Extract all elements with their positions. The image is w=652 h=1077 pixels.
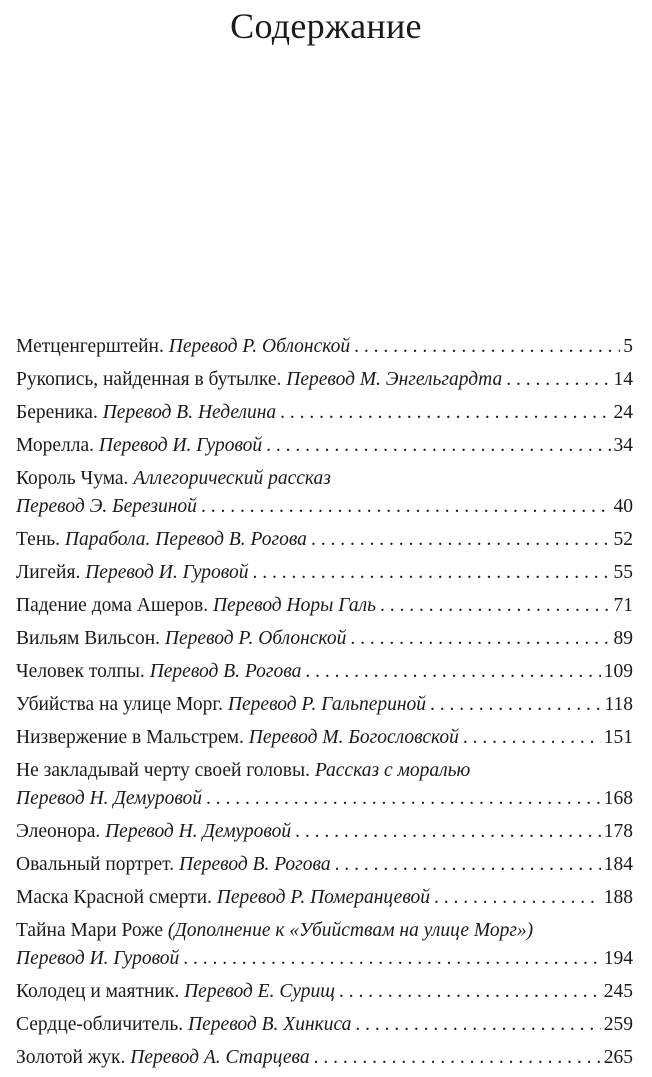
toc-entry-title: Колодец и маятник.	[16, 981, 180, 1002]
toc-entry-title: Золотой жук.	[16, 1047, 126, 1068]
toc-entry-translator: Перевод И. Гуровой	[98, 435, 263, 456]
dot-leader	[183, 945, 600, 972]
toc-entry	[16, 333, 633, 360]
toc-entry-translator: Перевод Н. Демуровой	[16, 788, 203, 809]
toc-entry	[16, 432, 633, 459]
dot-leader	[434, 884, 601, 911]
toc-entry-line	[16, 757, 633, 785]
toc-entry	[16, 592, 633, 619]
toc-entry	[16, 757, 633, 812]
toc-entry	[16, 917, 633, 972]
toc-entry-line	[16, 592, 633, 619]
dot-leader	[354, 333, 620, 360]
toc-entry-title: Маска Красной смерти.	[16, 887, 212, 908]
toc-entry-title: Тень.	[16, 529, 61, 550]
toc-entry-title: Не закладывай черту своей головы.	[16, 760, 310, 781]
toc-entry-line	[16, 432, 633, 459]
toc-entry-title: Лигейя.	[16, 562, 81, 583]
toc-entry	[16, 691, 633, 718]
toc-entry	[16, 559, 633, 586]
toc-entry-page-number: 34	[613, 435, 633, 456]
toc-entry-line	[16, 851, 633, 878]
toc-entry-translator: Перевод М. Энгельгардта	[286, 369, 503, 390]
toc-entry	[16, 1044, 633, 1071]
toc-entry-translator: Перевод В. Хинкиса	[188, 1014, 352, 1035]
toc-entry-page-number: 184	[603, 854, 633, 875]
toc-entry-page-number: 188	[603, 887, 633, 908]
toc-entry-note: Парабола.	[64, 529, 151, 550]
dot-leader	[355, 1011, 600, 1038]
dot-leader	[506, 366, 610, 393]
toc-entry-page-number: 118	[604, 694, 633, 715]
toc-entry	[16, 884, 633, 911]
toc-entry-page-number: 109	[603, 661, 633, 682]
toc-entry-page-number: 168	[603, 788, 633, 809]
toc-entry-translator: Перевод Р. Облонской	[164, 628, 347, 649]
page-title: Содержание	[230, 6, 422, 46]
toc-entry-translator: Перевод Р. Гальпериной	[227, 694, 427, 715]
toc-entry-note: (Дополнение к «Убийствам на улице Морг»)	[167, 920, 534, 941]
toc-entry-translator: Перевод И. Гуровой	[16, 948, 180, 969]
toc-entry-title: Береника.	[16, 402, 98, 423]
toc-entry-line	[16, 884, 633, 911]
toc-entry-note: Аллегорический рассказ	[133, 468, 331, 489]
toc-entry-title: Элеонора.	[16, 821, 101, 842]
dot-leader	[380, 592, 611, 619]
toc-entry-page-number: 245	[603, 981, 633, 1002]
toc-entry-page-number: 89	[613, 628, 633, 649]
toc-entry-translator: Перевод И. Гуровой	[85, 562, 249, 583]
toc-entry-title: Овальный портрет.	[16, 854, 175, 875]
toc-entry	[16, 851, 633, 878]
dot-leader	[335, 851, 601, 878]
toc-entry-line	[16, 465, 633, 493]
toc-entry-line	[16, 625, 633, 652]
toc-entry	[16, 526, 633, 553]
dot-leader	[339, 978, 601, 1005]
dot-leader	[266, 432, 610, 459]
dot-leader	[206, 785, 601, 812]
toc-entry-line	[16, 1011, 633, 1038]
dot-leader	[430, 691, 601, 718]
toc-entry-page-number: 40	[613, 496, 633, 517]
toc-entry-line	[16, 658, 633, 685]
toc-entry-title: Тайна Мари Роже	[16, 920, 164, 941]
toc-entry	[16, 465, 633, 520]
toc-entry-page-number: 265	[603, 1047, 633, 1068]
toc-entry-title: Вильям Вильсон.	[16, 628, 161, 649]
toc-entry-page-number: 178	[603, 821, 633, 842]
toc-entry-line	[16, 1044, 633, 1071]
toc-entry-page-number: 194	[603, 948, 633, 969]
toc-entry-translator: Перевод В. Рогова	[178, 854, 331, 875]
toc-entry-line	[16, 917, 633, 945]
toc-entry-title: Убийства на улице Морг.	[16, 694, 224, 715]
toc-entry	[16, 625, 633, 652]
toc-entry-title: Рукопись, найденная в бутылке.	[16, 369, 282, 390]
toc-entry-title: Человек толпы.	[16, 661, 145, 682]
toc-entry-translator: Перевод Е. Сурищ	[184, 981, 335, 1002]
toc-entry-translator: Перевод А. Старцева	[130, 1047, 310, 1068]
dot-leader	[350, 625, 610, 652]
toc-entry-page-number: 24	[613, 402, 633, 423]
toc-entry-translator: Перевод В. Рогова	[149, 661, 302, 682]
toc-entry-title: Морелла.	[16, 435, 94, 456]
toc-entry-translator: Перевод Р. Облонской	[168, 336, 351, 357]
toc-entry	[16, 399, 633, 426]
toc-entry-line	[16, 945, 633, 972]
toc-entry-line	[16, 559, 633, 586]
toc-entry-line	[16, 526, 633, 553]
toc-entry-line	[16, 493, 633, 520]
dot-leader	[305, 658, 600, 685]
toc-entry	[16, 724, 633, 751]
dot-leader	[295, 818, 601, 845]
toc-entry-line	[16, 978, 633, 1005]
toc-entry	[16, 366, 633, 393]
toc-entry-title: Низвержение в Мальстрем.	[16, 727, 244, 748]
toc-entry-page-number: 52	[613, 529, 633, 550]
toc-entry-page-number: 151	[603, 727, 633, 748]
toc-entry	[16, 818, 633, 845]
toc-entry-page-number: 259	[603, 1014, 633, 1035]
toc-entry-translator: Перевод Э. Березиной	[16, 496, 197, 517]
dot-leader	[463, 724, 601, 751]
toc-entry-line	[16, 366, 633, 393]
toc-entry-page-number: 5	[623, 336, 633, 357]
toc-entry-line	[16, 691, 633, 718]
toc-entry-title: Сердце-обличитель.	[16, 1014, 184, 1035]
dot-leader	[314, 1044, 601, 1071]
table-of-contents	[16, 333, 633, 1077]
dot-leader	[311, 526, 611, 553]
toc-entry-line	[16, 818, 633, 845]
toc-entry-line	[16, 399, 633, 426]
toc-entry-line	[16, 785, 633, 812]
toc-entry-page-number: 14	[613, 369, 633, 390]
dot-leader	[201, 493, 611, 520]
toc-entry-line	[16, 333, 633, 360]
toc-entry-title: Падение дома Ашеров.	[16, 595, 209, 616]
dot-leader	[280, 399, 610, 426]
toc-entry	[16, 658, 633, 685]
toc-entry-translator: Перевод Н. Демуровой	[105, 821, 292, 842]
toc-entry-translator: Перевод В. Рогова	[155, 529, 307, 550]
toc-entry-translator: Перевод Р. Померанцевой	[216, 887, 431, 908]
toc-entry	[16, 1011, 633, 1038]
toc-entry-title: Король Чума.	[16, 468, 129, 489]
dot-leader	[253, 559, 611, 586]
toc-entry	[16, 978, 633, 1005]
toc-entry-title: Метценгерштейн.	[16, 336, 164, 357]
toc-entry-line	[16, 724, 633, 751]
toc-entry-translator: Перевод Норы Галь	[212, 595, 376, 616]
toc-entry-translator: Перевод В. Неделина	[102, 402, 277, 423]
toc-entry-page-number: 55	[613, 562, 633, 583]
toc-entry-page-number: 71	[613, 595, 633, 616]
toc-entry-translator: Перевод М. Богословской	[248, 727, 459, 748]
toc-entry-note: Рассказ с моралью	[314, 760, 471, 781]
